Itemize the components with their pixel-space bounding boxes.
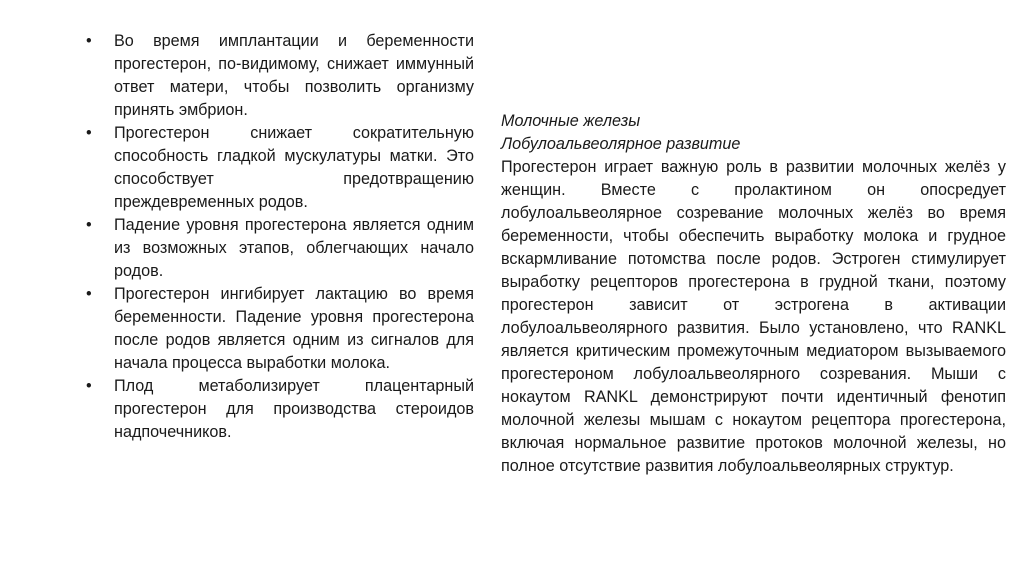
bullet-icon: • xyxy=(86,32,92,50)
list-item xyxy=(86,283,474,375)
list-item-text: Падение уровня прогестерона является одним из возможных этапов, облегчающих начало родов. xyxy=(114,216,474,280)
list-item xyxy=(86,122,474,214)
list-item xyxy=(86,375,474,444)
section-body: Прогестерон играет важную роль в развитии молочных желёз у женщин. Вместе с пролактином он опосредует лобулоальвеолярное созревание молочных желёз во время беременности, чтобы обеспечить выработку молока и грудное вскармливание потомства после родов. Эстроген стимулирует выработку рецепторов прогестерона в грудной ткани, поэтому прогестерон зависит от эстрогена в активации лобулоальвеолярного развития. Было установлено, что RANKL является критическим промежуточным медиатором вызываемого прогестероном лобулоальвеолярного созревания. Мыши с нокаутом RANKL демонстрируют почти идентичный фенотип молочной железы мышам с нокаутом рецептора прогестерона, включая нормальное развитие протоков молочной железы, но полное отсутствие развития лобулоальвеолярных структур. xyxy=(501,158,1006,475)
section-subheading: Лобулоальвеолярное развитие xyxy=(501,135,741,153)
list-item xyxy=(86,30,474,122)
bullet-icon: • xyxy=(86,377,92,395)
bullet-list xyxy=(86,30,474,444)
bullet-icon: • xyxy=(86,285,92,303)
right-column xyxy=(501,110,1006,478)
list-item-text: Плод метаболизирует плацентарный прогестерон для производства стероидов надпочечников. xyxy=(114,377,474,441)
bullet-icon: • xyxy=(86,124,92,142)
left-column xyxy=(86,30,474,444)
list-item-text: Во время имплантации и беременности прогестерон, по-видимому, снижает иммунный ответ матери, чтобы позволить организму принять эмбрион. xyxy=(114,32,474,119)
section-heading: Молочные железы xyxy=(501,112,641,130)
list-item xyxy=(86,214,474,283)
list-item-text: Прогестерон снижает сократительную способность гладкой мускулатуры матки. Это способствует предотвращению преждевременных родов. xyxy=(114,124,474,211)
bullet-icon: • xyxy=(86,216,92,234)
list-item-text: Прогестерон ингибирует лактацию во время беременности. Падение уровня прогестерона после родов является одним из сигналов для начала процесса выработки молока. xyxy=(114,285,474,372)
